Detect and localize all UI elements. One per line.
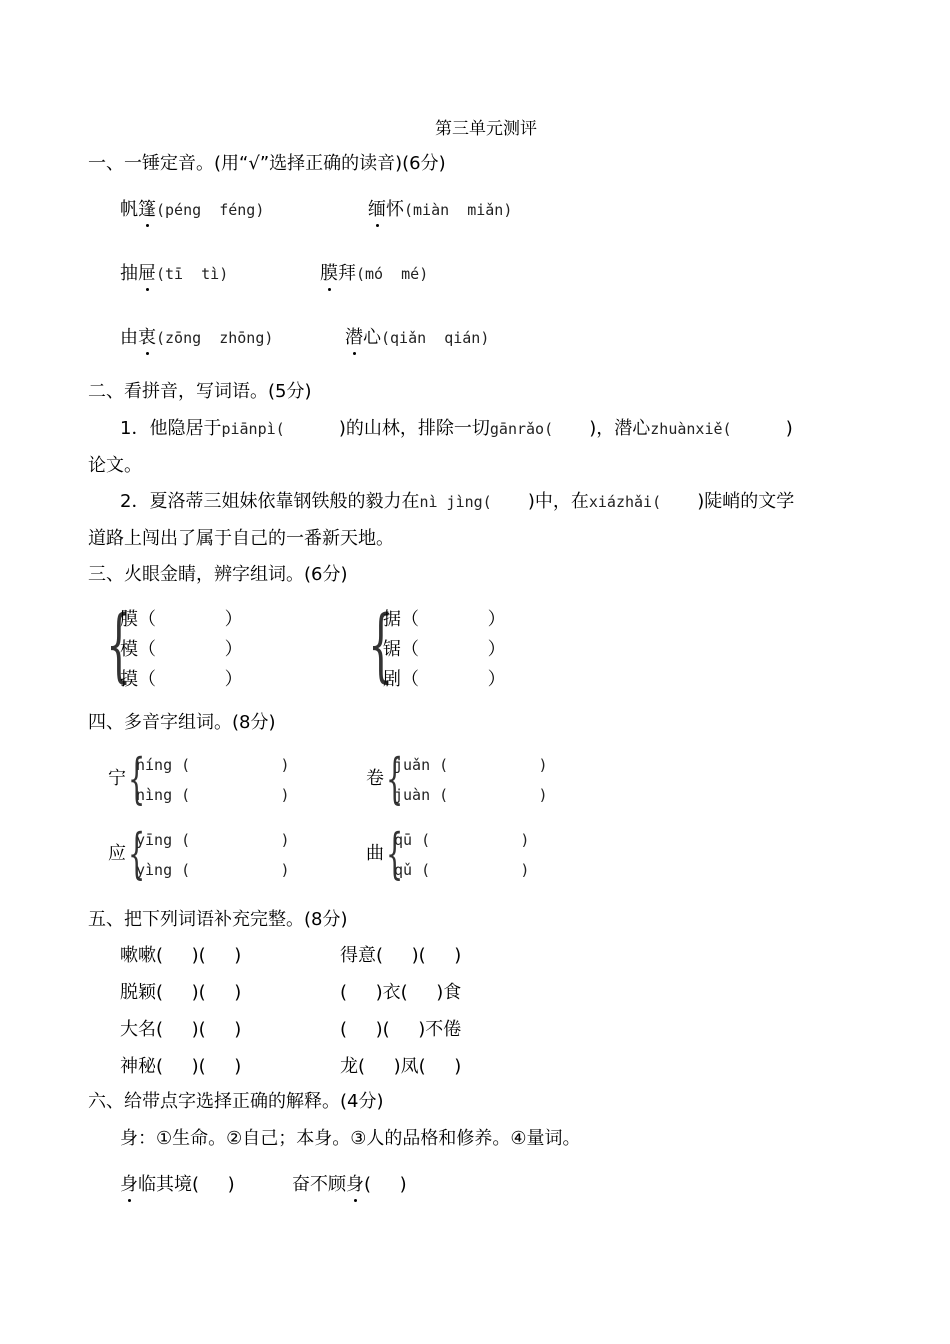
text: )陡峭的文学: [697, 491, 795, 512]
word-prefix: 帆: [120, 199, 138, 220]
pronunciation-item: [120, 262, 228, 286]
text-line: [366, 842, 384, 866]
char-group-item: 剧（ ）: [383, 669, 506, 690]
idiom-blank: 龙( )凤( ): [340, 1056, 462, 1077]
dotted-char: 潜: [345, 327, 363, 348]
text-line: [120, 1018, 241, 1042]
reading: qū ( ): [394, 831, 530, 849]
dotted-char: 衷: [138, 327, 156, 348]
word-suffix: 拜: [338, 263, 356, 284]
idiom-blank: 大名( )( ): [120, 1019, 242, 1040]
text-line: [108, 767, 126, 791]
text-line: [120, 981, 241, 1005]
text: 2．夏洛蒂三姐妹依靠钢铁般的毅力在: [120, 491, 420, 512]
question-2-1-cont: 论文。: [88, 455, 142, 476]
text: ): [785, 418, 793, 439]
question-2-2: [120, 490, 794, 514]
pinyin-options: (péng féng): [156, 201, 265, 219]
polyphone-char: 宁: [108, 768, 126, 789]
question-2-1: [120, 417, 793, 441]
pinyin-options: (qiǎn qián): [381, 329, 490, 347]
brace: {: [386, 822, 404, 885]
text-line: [136, 828, 290, 852]
page-title: 第三单元测评: [435, 119, 537, 139]
pinyin: nì jìng(: [419, 493, 528, 511]
pinyin-options: (tī tì): [156, 265, 229, 283]
polyphone-char: 卷: [366, 768, 384, 789]
word-suffix: 临其境( ): [138, 1174, 235, 1195]
pinyin-options: (zōng zhōng): [156, 329, 274, 347]
dotted-char: 缅: [368, 199, 386, 220]
idiom-blank: 神秘( )( ): [120, 1056, 242, 1077]
dotted-char: 篷: [138, 199, 156, 220]
brace: {: [128, 747, 146, 810]
word-prefix: 由: [120, 327, 138, 348]
text-line: [394, 783, 548, 807]
brace: {: [368, 598, 394, 691]
polyphone-char: 曲: [366, 843, 384, 864]
char-group-item: 锯（ ）: [383, 639, 506, 660]
text-line: [136, 783, 290, 807]
char-group-item: 据（ ）: [383, 609, 506, 630]
brace: {: [128, 822, 146, 885]
section-5-heading: 五、把下列词语补充完整。(8分): [88, 909, 348, 930]
word-suffix: ( ): [364, 1174, 407, 1195]
text-line: [120, 1055, 241, 1079]
section-4-heading: 四、多音字组词。(8分): [88, 712, 276, 733]
word-suffix: 心: [363, 327, 381, 348]
dotted-char: 身: [346, 1174, 364, 1195]
word-prefix: 抽: [120, 263, 138, 284]
idiom-blank: ( )( )不倦: [340, 1019, 462, 1040]
pronunciation-item: [345, 326, 489, 350]
text-line: [366, 767, 384, 791]
dotted-char: 屉: [138, 263, 156, 284]
dotted-char: 身: [120, 1174, 138, 1195]
text-line: [120, 1173, 235, 1197]
text-line: [340, 1055, 461, 1079]
word-suffix: 怀: [386, 199, 404, 220]
pinyin: piānpì(: [221, 420, 339, 438]
text-line: [340, 981, 461, 1005]
reading: qǔ ( ): [394, 861, 530, 879]
pronunciation-item: [120, 326, 273, 350]
text-line: [340, 944, 461, 968]
text: 1．他隐居于: [120, 418, 222, 439]
text: )中，在: [527, 491, 589, 512]
polyphone-char: 应: [108, 843, 126, 864]
pinyin: gānrǎo(: [489, 420, 590, 438]
text-line: [394, 828, 529, 852]
pinyin: xiázhǎi(: [588, 493, 698, 511]
pinyin-options: (mó mé): [356, 265, 429, 283]
reading: yìng ( ): [136, 861, 290, 879]
char-group-item: 膜（ ）: [120, 609, 243, 630]
reading: yīng ( ): [136, 831, 290, 849]
text-line: [292, 1173, 407, 1197]
idiom-blank: 脱颖( )( ): [120, 982, 242, 1003]
text-line: [120, 944, 241, 968]
brace: {: [386, 747, 404, 810]
dotted-char: 膜: [320, 263, 338, 284]
section-6-heading: 六、给带点字选择正确的解释。(4分): [88, 1091, 384, 1112]
text: )，潜心: [589, 418, 651, 439]
section-3-heading: 三、火眼金睛，辨字组词。(6分): [88, 564, 348, 585]
char-group-item: 模（ ）: [120, 639, 243, 660]
idiom-blank: ( )衣( )食: [340, 982, 462, 1003]
reading: nìng ( ): [136, 786, 290, 804]
text-line: [136, 858, 290, 882]
section-2-heading: 二、看拼音，写词语。(5分): [88, 381, 312, 402]
text-line: [108, 842, 126, 866]
text-line: [394, 753, 548, 777]
brace: {: [106, 598, 132, 691]
idiom-blank: 得意( )( ): [340, 945, 462, 966]
text-line: [136, 753, 290, 777]
definition: 身：①生命。②自己；本身。③人的品格和修养。④量词。: [120, 1128, 581, 1149]
pronunciation-item: [320, 262, 428, 286]
pinyin: zhuànxiě(: [650, 420, 786, 438]
pronunciation-item: [120, 198, 264, 222]
pronunciation-item: [368, 198, 512, 222]
text: )的山林，排除一切: [338, 418, 490, 439]
pinyin-options: (miàn miǎn): [404, 201, 513, 219]
text-line: [394, 858, 529, 882]
word-prefix: 奋不顾: [292, 1174, 346, 1195]
text-line: [340, 1018, 461, 1042]
reading: níng ( ): [136, 756, 290, 774]
question-2-2-cont: 道路上闯出了属于自己的一番新天地。: [88, 528, 394, 549]
reading: juǎn ( ): [394, 756, 548, 774]
char-group-item: 摸（ ）: [120, 669, 243, 690]
idiom-blank: 嗽嗽( )( ): [120, 945, 242, 966]
reading: juàn ( ): [394, 786, 548, 804]
section-1-heading: 一、一锤定音。(用“√”选择正确的读音)(6分): [88, 153, 446, 174]
